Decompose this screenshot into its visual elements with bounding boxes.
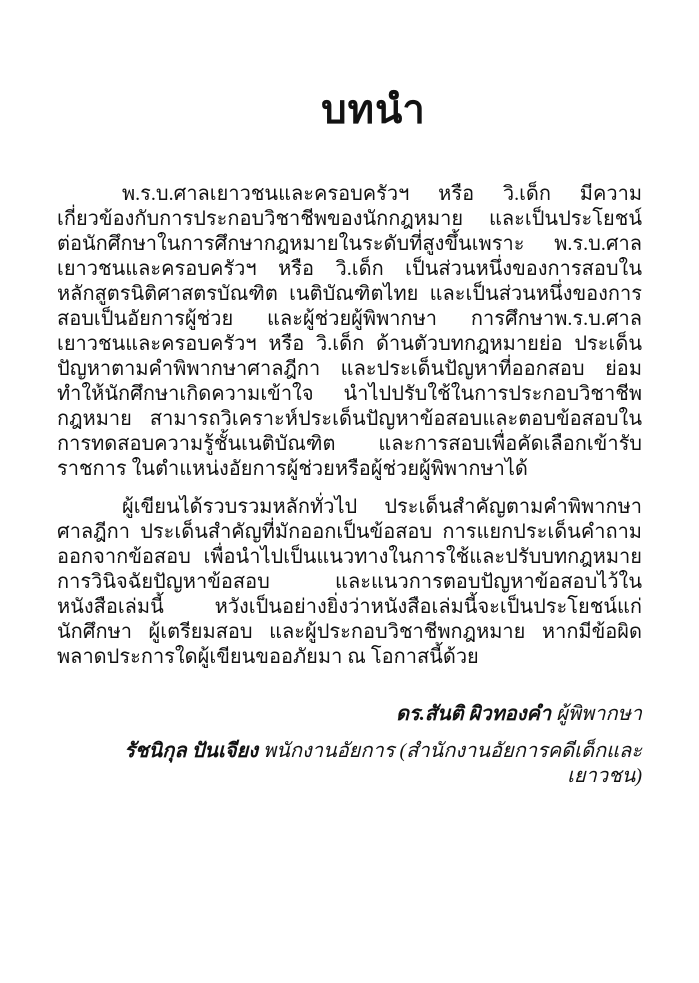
author-role-prosecutor: พนักงานอัยการ (สำนักงานอัยการคดีเด็กและเยาวชน) [263, 740, 642, 787]
intro-paragraph-2: ผู้เขียนได้รวบรวมหลักทั่วไป ประเด็นสำคัญตามคำพิพากษาศาลฎีกา ประเด็นสำคัญที่มักออกเป็นข้อสอบ การแยกประเด็นคำถามออกจากข้อสอบ เพื่อนำไปเป็นแนวทางในการใช้และปรับบทกฎหมาย การวินิจฉัยปัญหาข้อสอบ และแนวการตอบปัญหาข้อสอบไว้ในหนังสือเล่มนี้ หวังเป็นอย่างยิ่งว่าหนังสือเล่มนี้จะเป็นประโยชน์แก่นักศึกษา ผู้เตรียมสอบ และผู้ประกอบวิชาชีพกฎหมาย หากมีข้อผิดพลาดประการใดผู้เขียนขออภัยมา ณ โอกาสนี้ด้วย [57, 496, 642, 668]
page-content [0, 85, 699, 789]
author-role-judge: ผู้พิพากษา [556, 703, 642, 725]
page-title: บทนำ [321, 87, 426, 132]
signature-line-judge [57, 702, 642, 727]
author-name-prosecutor: รัชนิกุล ปันเจียง [124, 740, 258, 762]
intro-paragraph-1: พ.ร.บ.ศาลเยาวชนและครอบครัวฯ หรือ วิ.เด็ก มีความเกี่ยวข้องกับการประกอบวิชาชีพของนักกฎหมาย และเป็นประโยชน์ต่อนักศึกษาในการศึกษากฎหมายในระดับที่สูงขึ้นเพราะ พ.ร.บ.ศาลเยาวชนและครอบครัวฯ หรือ วิ.เด็ก เป็นส่วนหนึ่งของการสอบในหลักสูตรนิติศาสตรบัณฑิต เนติบัณฑิตไทย และเป็นส่วนหนึ่งของการสอบเป็นอัยการผู้ช่วย และผู้ช่วยผู้พิพากษา การศึกษาพ.ร.บ.ศาลเยาวชนและครอบครัวฯ หรือ วิ.เด็ก ด้านตัวบทกฎหมายย่อ ประเด็นปัญหาตามคำพิพากษาศาลฎีกา และประเด็นปัญหาที่ออกสอบ ย่อมทำให้นักศึกษาเกิดความเข้าใจ นำไปปรับใช้ในการประกอบวิชาชีพกฎหมาย สามารถวิเคราะห์ประเด็นปัญหาข้อสอบและตอบข้อสอบในการทดสอบความรู้ชั้นเนติบัณฑิต และการสอบเพื่อคัดเลือกเข้ารับราชการ ในตำแหน่งอัยการผู้ช่วยหรือผู้ช่วยผู้พิพากษาได้ [57, 183, 642, 480]
author-name-judge: ดร.สันติ ผิวทองคำ [396, 703, 552, 725]
signature-line-prosecutor [57, 739, 642, 789]
signature-block [57, 702, 642, 789]
